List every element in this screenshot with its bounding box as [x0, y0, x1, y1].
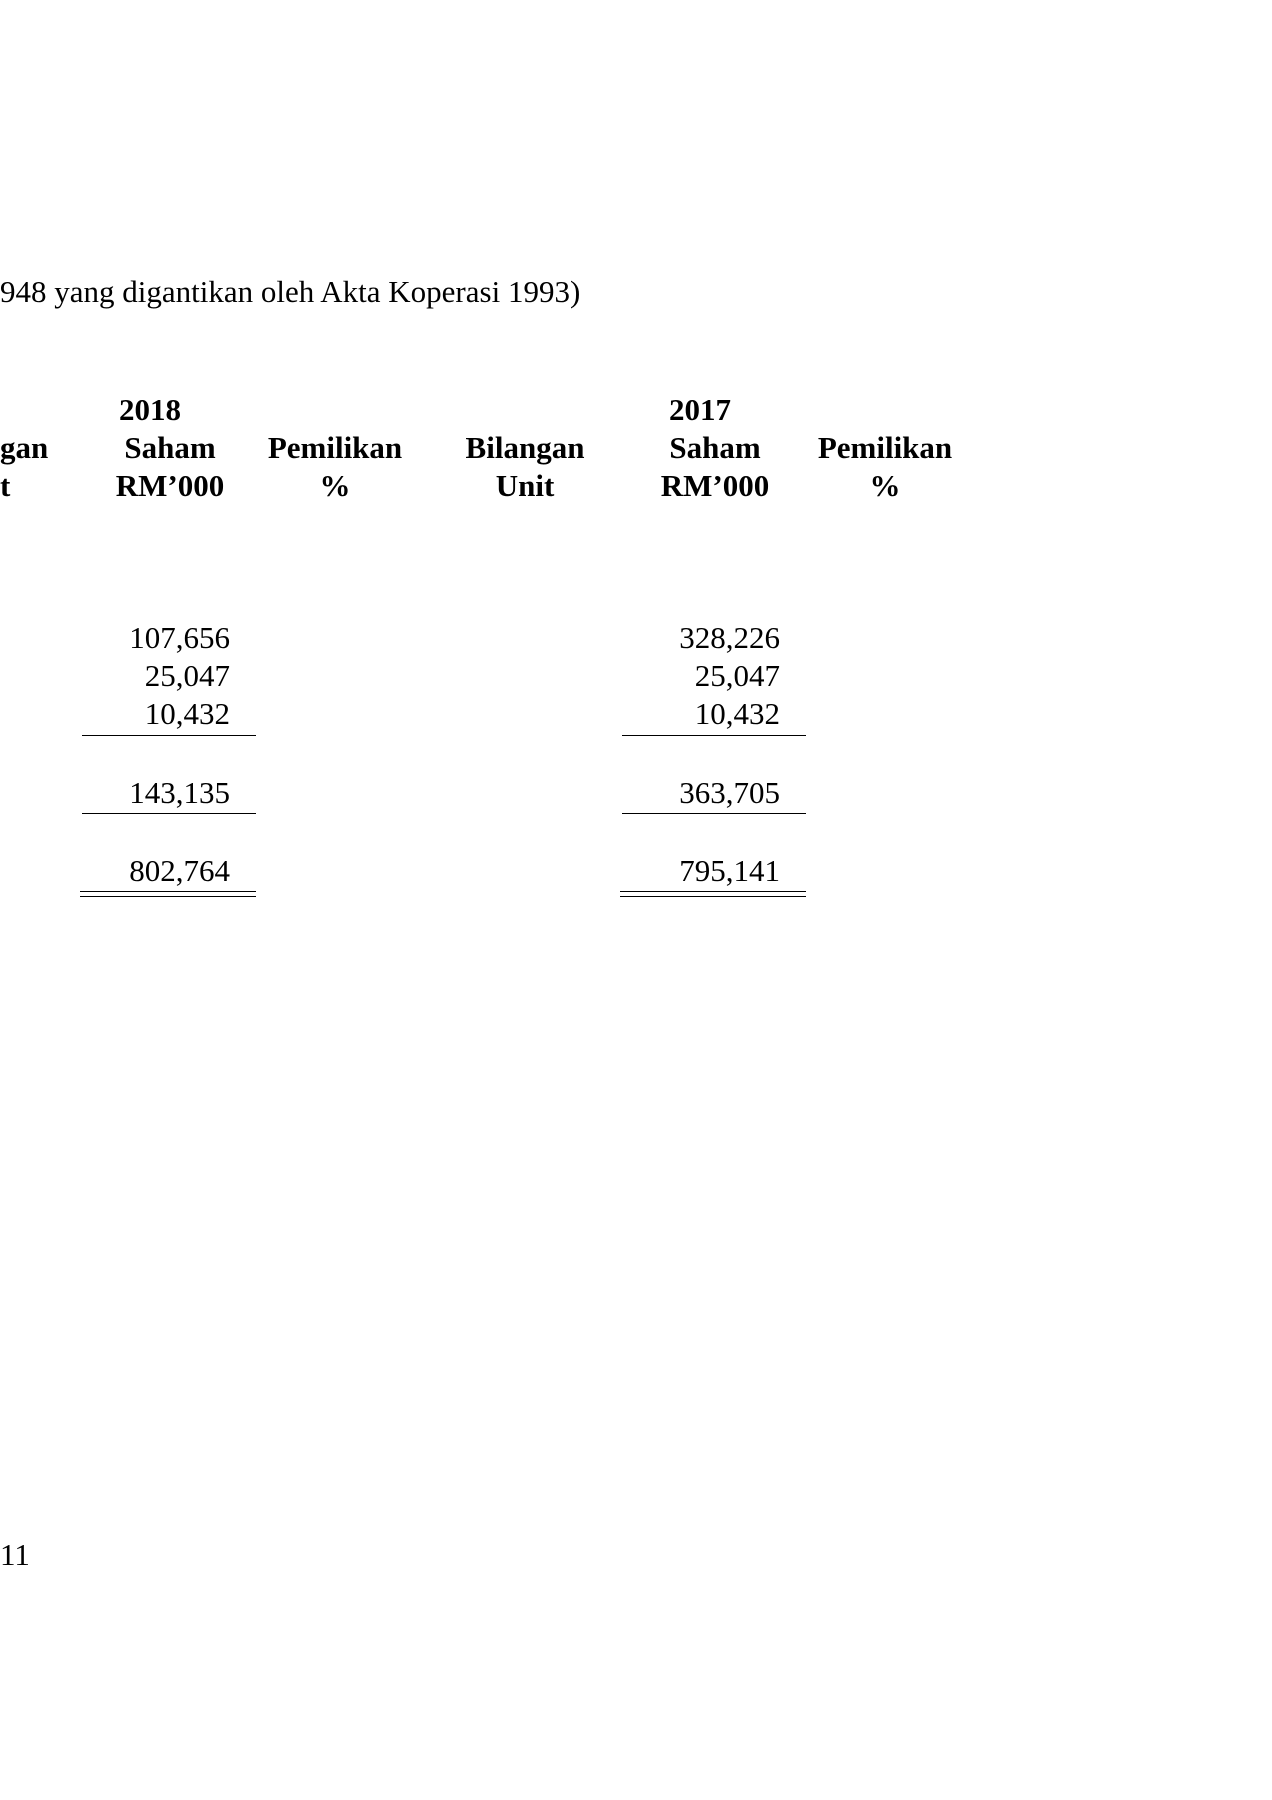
- pemilikan-2017-header-line2: %: [869, 468, 901, 503]
- saham-2018-value: 107,656: [129, 620, 230, 655]
- subtotal-2017-rule: [622, 735, 806, 736]
- total-2018-double-rule: [80, 891, 256, 897]
- saham-2018-subtotal: 143,135: [129, 775, 230, 810]
- bilangan-unit-2018-header-line2: t: [0, 468, 11, 503]
- pemilikan-2018-header-line2: %: [319, 468, 351, 503]
- saham-2017-header-line1: Saham: [669, 430, 761, 465]
- total-2017-rule: [622, 813, 806, 814]
- saham-2017-header-line2: RM’000: [660, 468, 770, 503]
- year-2018-header: 2018: [119, 392, 181, 427]
- page-number: 11: [0, 1537, 30, 1572]
- pemilikan-2017-header-line1: Pemilikan: [817, 430, 953, 465]
- year-2017-header: 2017: [669, 392, 731, 427]
- saham-2018-header-line2: RM’000: [115, 468, 225, 503]
- total-2017-double-rule: [620, 891, 806, 897]
- pemilikan-2018-header-line1: Pemilikan: [267, 430, 403, 465]
- saham-2018-header-line1: Saham: [124, 430, 216, 465]
- bilangan-unit-2017-header-line1: Bilangan: [465, 430, 585, 465]
- saham-2017-total: 795,141: [679, 853, 780, 888]
- total-2018-rule: [82, 813, 256, 814]
- bilangan-unit-2017-header-line2: Unit: [495, 468, 555, 503]
- page-subtitle: 948 yang digantikan oleh Akta Koperasi 1993): [0, 274, 581, 309]
- saham-2017-value: 328,226: [679, 620, 780, 655]
- saham-2018-value: 25,047: [144, 658, 230, 693]
- saham-2017-value: 10,432: [694, 696, 780, 731]
- saham-2018-total: 802,764: [129, 853, 230, 888]
- saham-2018-value: 10,432: [144, 696, 230, 731]
- subtotal-2018-rule: [82, 735, 256, 736]
- saham-2017-value: 25,047: [694, 658, 780, 693]
- bilangan-unit-2018-header-line1: gan: [0, 430, 49, 465]
- saham-2017-subtotal: 363,705: [679, 775, 780, 810]
